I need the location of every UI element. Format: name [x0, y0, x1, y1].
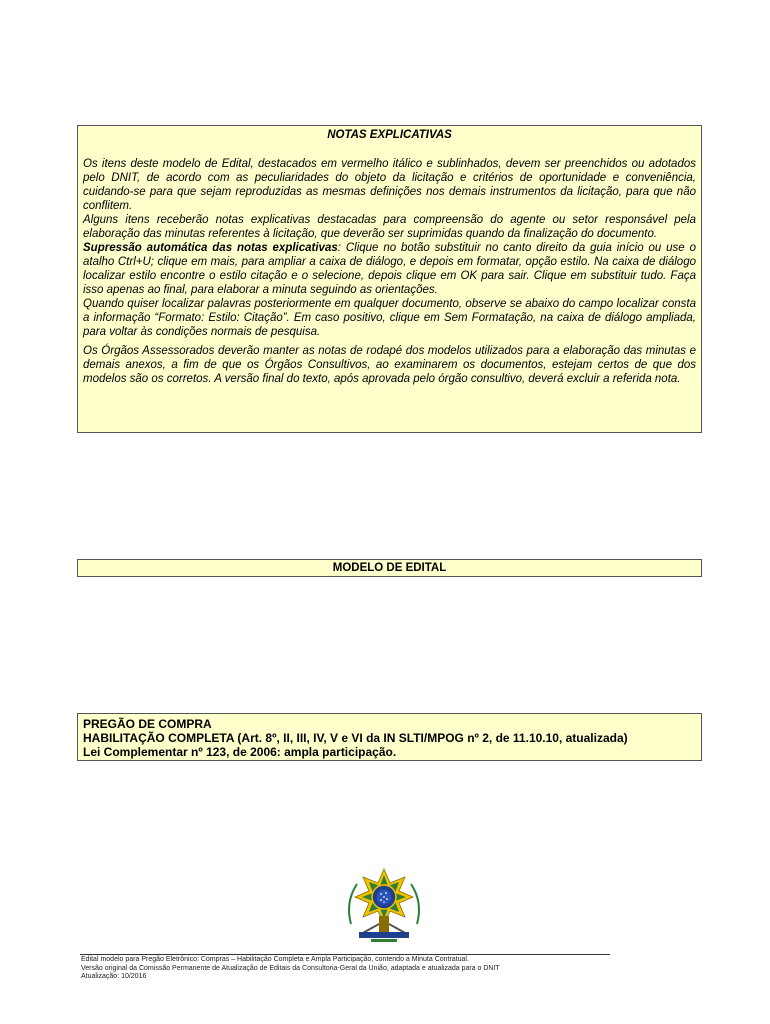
notes-paragraph-5: Os Órgãos Assessorados deverão manter as notas de rodapé dos modelos utilizados para a elaboração das minutas e demais anexos, a fim de que os Órgãos Consultivos, ao examinarem os documentos, estejam certos de que dos modelos são os corretos. A versão final do texto, após aprovada pelo órgão consultivo, deverá excluir a referida nota.: [83, 345, 696, 385]
model-title: MODELO DE EDITAL: [332, 562, 447, 574]
explanatory-notes-box: [77, 125, 702, 433]
brazil-coat-of-arms-icon: [341, 866, 427, 946]
pregao-line-2: HABILITAÇÃO COMPLETA (Art. 8º, II, III, IV, V e VI da IN SLTI/MPOG nº 2, de 11.10.10, atualizada): [83, 731, 628, 745]
footer-line-2: Versão original da Comissão Permanente de Atualização de Editais da Consultoria-Geral da União, adaptada e atualizada para o DNIT: [81, 964, 500, 972]
notes-title: NOTAS EXPLICATIVAS: [327, 129, 452, 141]
page-footer: [81, 956, 681, 982]
notes-paragraph-3: [83, 241, 696, 297]
footer-divider: [80, 954, 610, 955]
notes-paragraph-4: Quando quiser localizar palavras posteriormente em qualquer documento, observe se abaixo do campo localizar consta a informação “Formato: Estilo: Citação”. Em caso positivo, clique em Sem Formatação, na caixa de diálogo ampliada, para voltar às condições normais de pesquisa.: [83, 298, 696, 338]
model-title-box: [77, 559, 702, 577]
pregao-heading-box: [77, 713, 702, 761]
pregao-line-1: PREGÃO DE COMPRA: [83, 717, 212, 731]
notes-paragraph-2: Alguns itens receberão notas explicativas destacadas para compreensão do agente ou setor responsável pela elaboração das minutas referentes à licitação, que deverão ser suprimidas quando da finalização do documento.: [83, 214, 696, 240]
footer-line-3: Atualização: 10/2016: [81, 973, 147, 980]
pregao-line-3: Lei Complementar nº 123, de 2006: ampla participação.: [83, 745, 397, 759]
notes-paragraph-3-heading: Supressão automática das notas explicativas: [83, 242, 338, 254]
notes-paragraph-3-body: : Clique no botão substituir no canto direito da guia início ou use o atalho Ctrl+U; clique em mais, para ampliar a caixa de diálogo, e depois em formatar, opção estilo. Na caixa de diálogo localizar estilo encontre o estilo citação e o selecione, depois clique em OK para sair. Clique em substituir tudo. Faça isso apenas ao final, para elaborar a minuta seguindo as orientações.: [83, 242, 696, 296]
footer-line-1: Edital modelo para Pregão Eletrônico: Compras – Habilitação Completa e Ampla Participação, contendo a Minuta Contratual.: [81, 956, 469, 963]
notes-paragraph-1: Os itens deste modelo de Edital, destacados em vermelho itálico e sublinhados, devem ser preenchidos ou adotados pelo DNIT, de acordo com as peculiaridades do objeto da licitação e critérios de oportunidade e conveniência, cuidando-se para que sejam reproduzidas as mesmas definições nos demais instrumentos da licitação, para que não conflitem.: [83, 158, 696, 212]
